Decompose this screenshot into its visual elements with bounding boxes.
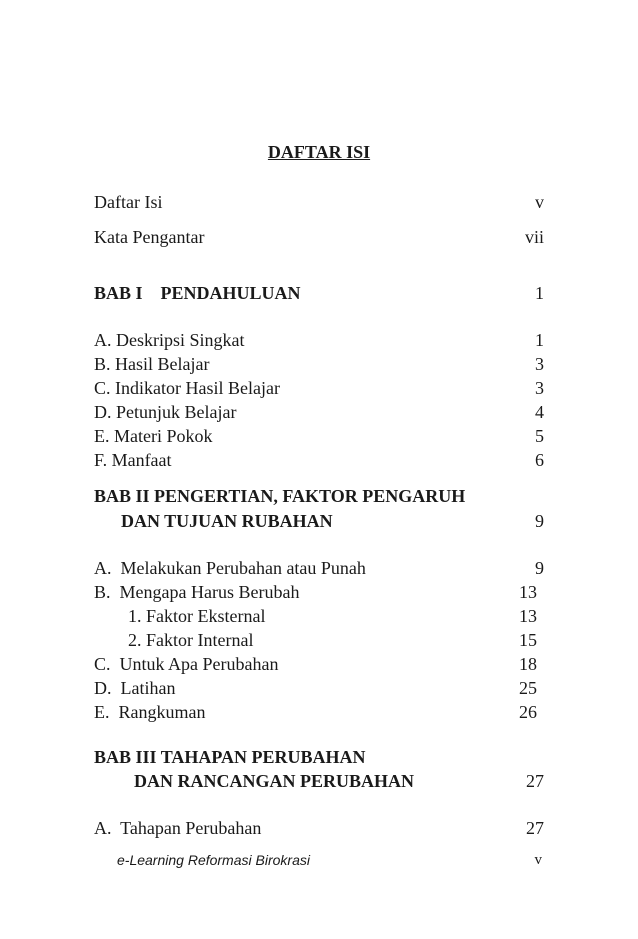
toc-entry-page: 15 [519,630,537,650]
footer-text: e-Learning Reformasi Birokrasi [117,852,310,868]
toc-entry-label: Daftar Isi [94,192,163,212]
toc-entry-page: v [535,192,544,212]
toc-entry-bab2-d[interactable] [94,677,544,699]
toc-entry-page: 1 [535,330,544,350]
toc-entry-page: 27 [526,771,544,791]
toc-chapter-bab2-line2[interactable] [94,510,544,532]
toc-chapter-bab2-line1[interactable] [94,485,544,507]
toc-entry-page: 18 [519,654,537,674]
toc-chapter-bab3-line1[interactable] [94,746,544,768]
toc-entry-bab1-c[interactable] [94,377,544,399]
toc-chapter-bab3-line2[interactable] [94,770,544,792]
toc-entry-bab2-a[interactable] [94,557,544,579]
footer-page-number: v [534,852,542,868]
toc-entry-bab1-f[interactable] [94,449,544,471]
toc-entry-label: D. Latihan [94,678,176,698]
toc-entry-label: B. Mengapa Harus Berubah [94,582,300,602]
toc-chapter-bab1[interactable] [94,282,544,304]
toc-chapter-label: BAB II PENGERTIAN, FAKTOR PENGARUH [94,486,466,506]
toc-entry-page: 1 [535,283,544,303]
toc-entry-label: 1. Faktor Eksternal [128,606,266,626]
toc-entry-label: F. Manfaat [94,450,172,470]
toc-entry-page: 27 [526,818,544,838]
toc-chapter-label: BAB I PENDAHULUAN [94,283,301,303]
toc-entry-page: 9 [535,511,544,531]
toc-entry-page: 9 [535,558,544,578]
toc-entry-page: 13 [519,582,537,602]
toc-entry-label: A. Deskripsi Singkat [94,330,245,350]
toc-entry-bab2-b[interactable] [94,581,544,603]
toc-entry-bab2-b2[interactable] [94,629,544,651]
toc-entry-bab2-c[interactable] [94,653,544,675]
toc-entry-label: E. Materi Pokok [94,426,213,446]
toc-chapter-label: BAB III TAHAPAN PERUBAHAN [94,747,366,767]
toc-entry-label: A. Melakukan Perubahan atau Punah [94,558,366,578]
toc-entry-label: C. Indikator Hasil Belajar [94,378,280,398]
toc-entry-page: 25 [519,678,537,698]
toc-entry-page: 3 [535,354,544,374]
toc-entry-label: A. Tahapan Perubahan [94,818,262,838]
toc-entry-label: B. Hasil Belajar [94,354,210,374]
toc-entry-bab1-d[interactable] [94,401,544,423]
toc-entry-page: 13 [519,606,537,626]
toc-chapter-label: DAN RANCANGAN PERUBAHAN [134,771,414,791]
toc-entry-bab1-b[interactable] [94,353,544,375]
toc-entry-label: 2. Faktor Internal [128,630,254,650]
toc-entry-bab2-e[interactable] [94,701,544,723]
toc-entry-page: 5 [535,426,544,446]
toc-entry-label: C. Untuk Apa Perubahan [94,654,279,674]
toc-entry-page: 6 [535,450,544,470]
toc-entry-bab1-e[interactable] [94,425,544,447]
toc-entry-page: 26 [519,702,537,722]
toc-entry-bab1-a[interactable] [94,329,544,351]
toc-entry-label: E. Rangkuman [94,702,206,722]
toc-entry-label: Kata Pengantar [94,227,205,247]
toc-entry-bab3-a[interactable] [94,817,544,839]
toc-entry-page: vii [524,227,544,247]
page-title: DAFTAR ISI [267,142,371,162]
page-footer [117,852,542,872]
toc-entry-label: D. Petunjuk Belajar [94,402,237,422]
toc-entry-kata-pengantar[interactable] [94,226,544,248]
toc-entry-page: 3 [535,378,544,398]
toc-chapter-label: DAN TUJUAN RUBAHAN [121,511,333,531]
toc-entry-page: 4 [535,402,544,422]
toc-entry-daftar-isi[interactable] [94,191,544,213]
toc-entry-bab2-b1[interactable] [94,605,544,627]
